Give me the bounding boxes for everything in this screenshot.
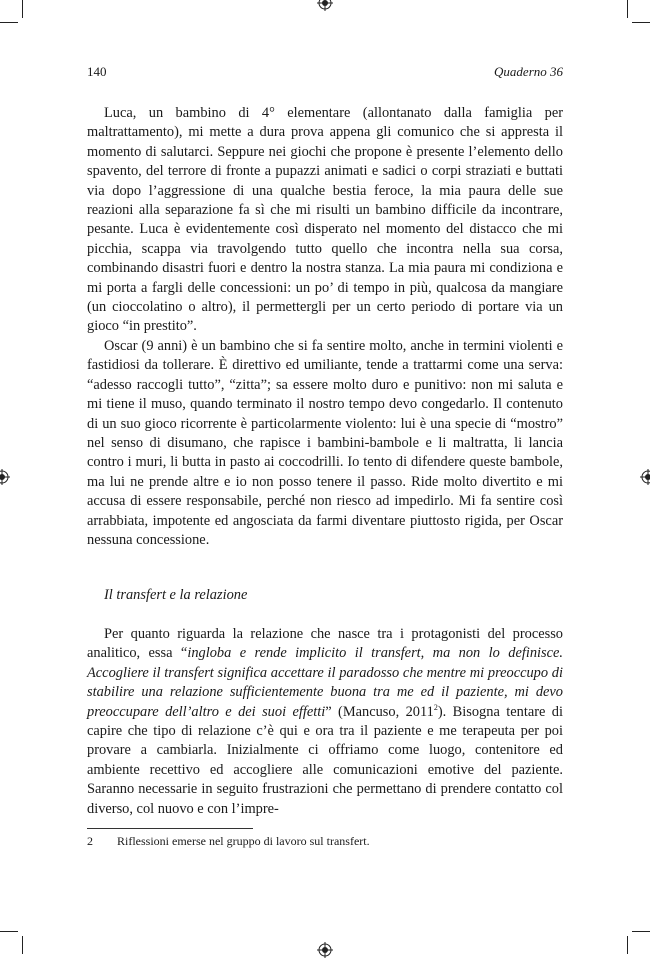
body-text-block-2 bbox=[87, 625, 563, 819]
crop-mark-top-left bbox=[22, 0, 23, 18]
registration-mark-left-icon bbox=[0, 469, 10, 485]
citation-text: ” (Mancuso, 2011 bbox=[325, 703, 434, 720]
paragraph-oscar: Oscar (9 anni) è un bambino che si fa sentire molto, anche in termini violenti e fastidiosi da tollerare. È direttivo ed umiliante, tende a trattarmi come una serva: “adesso raccogli tutto”, “zitta”; sa essere molto duro e punitivo: non mi saluta e mi tiene il muso, quando terminato il nostro tempo devo congedarlo. Il contenuto di un suo gioco ricorrente è particolarmente violento: lui è una specie di “mostro” nel senso di disumano, che rapisce i bambini-bambole e li maltratta, li lancia contro i muri, li butta in pasto ai coccodrilli. Io tento di difendere queste bambole, ma lui ne prende altre e io non posso tenere il passo. Ride molto divertito e mi accusa di essere responsabile, perché non riesco ad impedirlo. Mi fa sentire così arrabbiata, impotente ed angosciata da farmi diventare piuttosto rigida, per Oscar nessuna concessione. bbox=[87, 337, 563, 548]
page-number: 140 bbox=[87, 64, 107, 79]
crop-mark-bottom-left-h bbox=[0, 931, 18, 932]
registration-mark-bottom-icon bbox=[317, 942, 333, 958]
crop-mark-top-right-h bbox=[632, 22, 650, 23]
footnote-divider bbox=[87, 828, 253, 829]
section-heading: Il transfert e la relazione bbox=[104, 587, 248, 603]
crop-mark-bottom-left bbox=[22, 936, 23, 954]
running-header bbox=[87, 64, 563, 84]
crop-mark-top-left-h bbox=[0, 22, 18, 23]
footnote bbox=[87, 833, 563, 849]
crop-mark-bottom-right bbox=[627, 936, 628, 954]
running-title: Quaderno 36 bbox=[494, 64, 563, 79]
registration-mark-top-icon bbox=[317, 0, 333, 11]
footnote-reference[interactable]: 2 bbox=[433, 702, 438, 712]
crop-mark-top-right bbox=[627, 0, 628, 18]
quotation-text: ingloba e rende implicito il transfert, ma non lo definisce. Accogliere il transfert significa accettare il paradosso che mentre mi preoccupo di stabilire una relazione sufficientemente buona tra me ed il paziente, mi devo preoccupare dell’altro e dei suoi effetti bbox=[87, 645, 564, 720]
body-text-block bbox=[87, 104, 563, 550]
footnote-text: Riflessioni emerse nel gruppo di lavoro sul transfert. bbox=[117, 834, 370, 848]
paragraph-luca: Luca, un bambino di 4° elementare (allontanato dalla famiglia per maltrattamento), mi mette a dura prova appena gli comunico che si appresta il momento di salutarci. Seppure nei giochi che propone è presente l’elemento dello spavento, del terrore di fronte a pupazzi animati e sadici o corpi straziati e buttati via dopo l’aggressione di una qualche bestia feroce, la mia paura delle sue reazioni alla separazione fa sì che mi risulti un bambino difficile da incontrare, pesante. Luca è evidentemente così disperato nel momento del distacco che mi picchia, scappa via travolgendo tutto quello che incontra nella sua corsa, combinando disastri fuori e dentro la nostra stanza. La mia paura mi condiziona e mi porta a fargli delle concessioni: un po’ di tempo in più, qualcosa da mangiare (un cioccolatino o altro), il permettergli per un certo periodo di portare via un gioco “in prestito”. bbox=[87, 105, 563, 335]
paragraph-transfert bbox=[87, 625, 563, 819]
crop-mark-bottom-right-h bbox=[632, 931, 650, 932]
footnote-number: 2 bbox=[87, 834, 93, 848]
paragraph-text-before-quote: Per quanto riguarda la relazione che nasce tra i protagonisti del processo analitico, essa “ bbox=[87, 626, 563, 662]
paragraph-text-rest: ). Bisogna tentare di capire che tipo di relazione c’è qui e ora tra il paziente e me terapeuta per poi provare a cambiarla. Inizialmente ci offriamo come luogo, contenitore ed ambiente recettivo ed accogliere alle comunicazioni emotive del paziente. Saranno necessarie in seguito frustrazioni che permettano di prendere contatto col diverso, col nuovo e con l’impre- bbox=[87, 703, 563, 817]
registration-mark-right-icon bbox=[640, 469, 650, 485]
